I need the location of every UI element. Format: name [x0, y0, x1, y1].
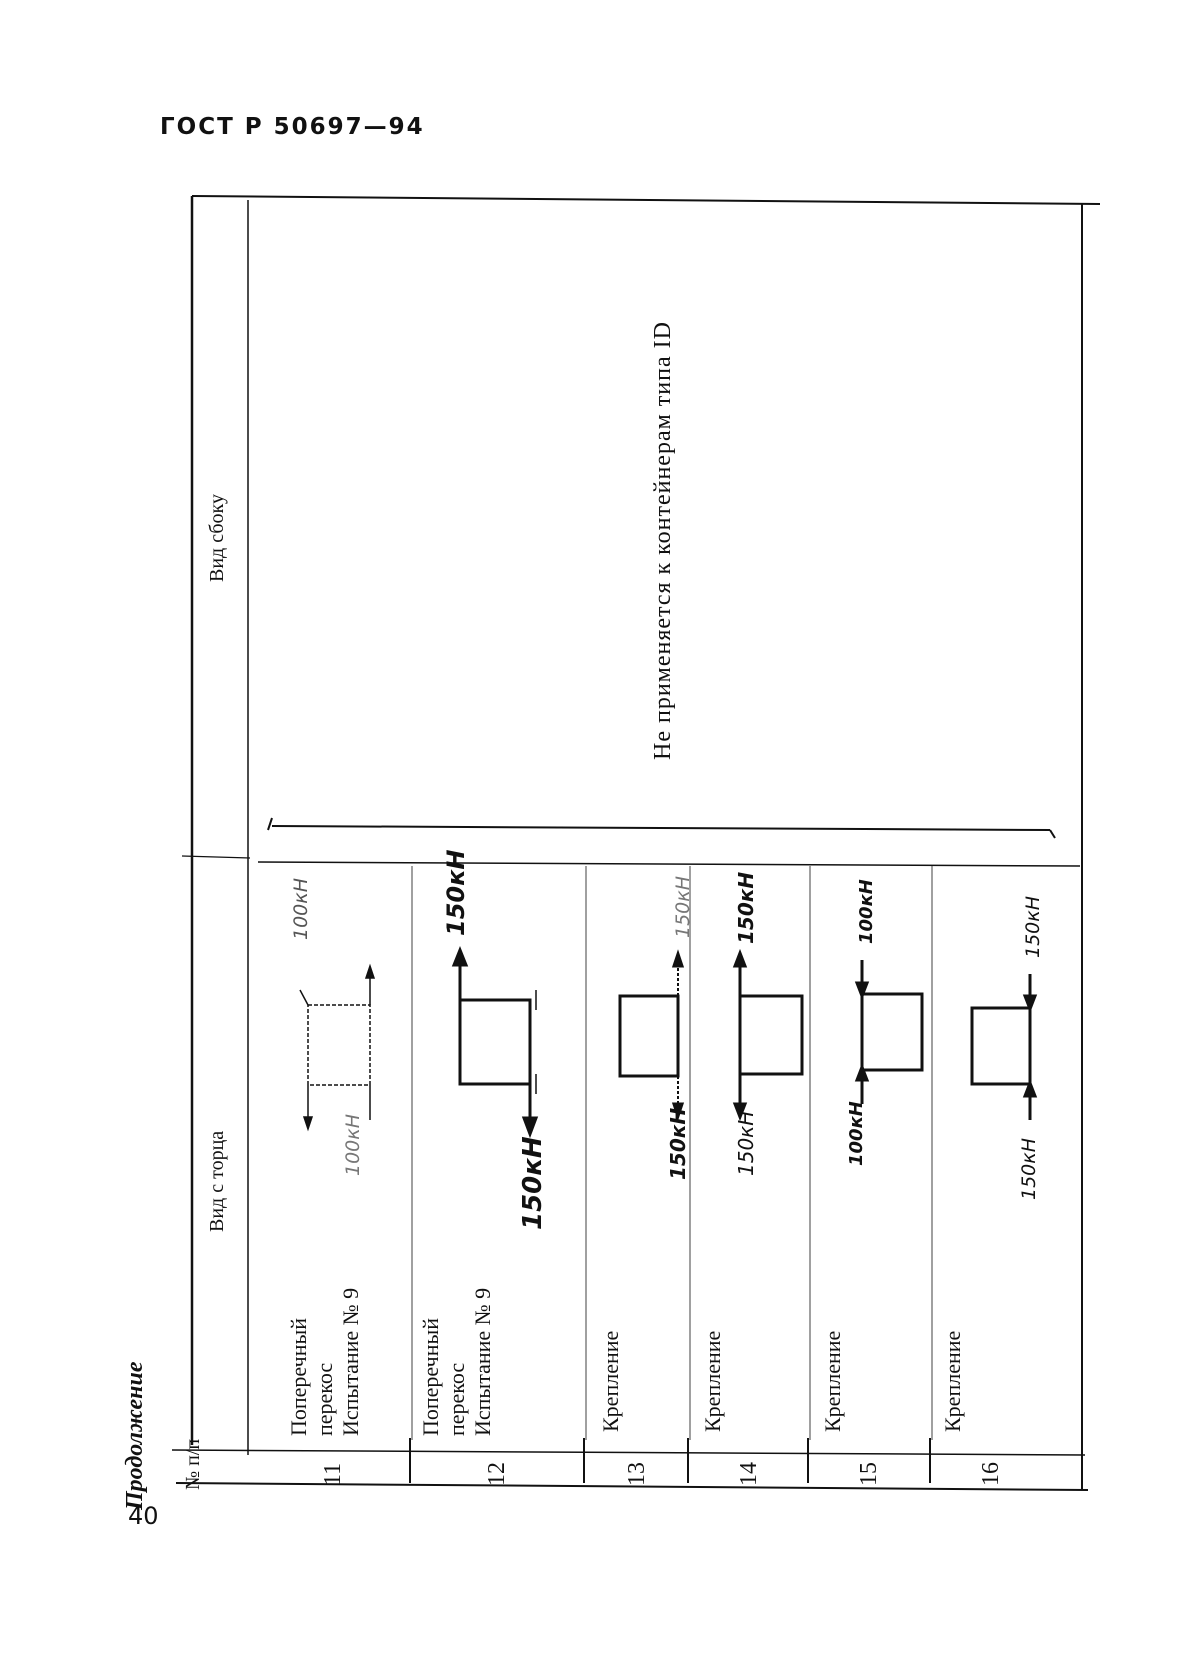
row-description: Крепление — [598, 1330, 623, 1432]
force-label-top: 150кН — [734, 871, 758, 944]
diagram-row-12 — [454, 950, 536, 1134]
row-description: Поперечный перекос Испытание № 9 — [418, 1287, 495, 1436]
header-num: № п/п — [182, 1438, 204, 1490]
row-description: Крепление — [820, 1330, 845, 1432]
diagram-row-16 — [972, 974, 1035, 1120]
diagram-row-11 — [300, 966, 374, 1129]
table-top-border — [192, 196, 1100, 204]
side-view-bracket — [268, 818, 1055, 838]
row-description: Крепление — [700, 1330, 725, 1432]
diagram-row-15 — [857, 960, 922, 1104]
row-num: 13 — [624, 1462, 650, 1486]
force-label-bottom: 150кН — [1018, 1137, 1040, 1200]
continuation-label: Продолжение — [122, 1361, 148, 1510]
header-side-view: Вид сбоку — [206, 494, 228, 582]
row-num: 14 — [736, 1462, 762, 1486]
diagram-row-14 — [735, 953, 802, 1117]
side-view-note: Не применяется к контейнерам типа ID — [650, 321, 676, 760]
force-label-bottom: 100кН — [342, 1113, 364, 1176]
force-label-top: 100кН — [856, 879, 877, 944]
document-header: ГОСТ Р 50697—94 — [160, 114, 425, 140]
row-description: Крепление — [940, 1330, 965, 1432]
force-label-bottom: 150кН — [734, 1110, 758, 1176]
force-label-bottom: 100кН — [846, 1101, 867, 1166]
row-num: 11 — [320, 1462, 346, 1486]
force-label-top: 100кН — [290, 877, 312, 940]
row-num: 12 — [484, 1462, 510, 1486]
force-label-bottom: 150кН — [518, 1136, 548, 1230]
force-label-top: 150кН — [1022, 895, 1044, 958]
num-col-separator — [172, 1450, 1085, 1455]
row-num: 15 — [856, 1462, 882, 1486]
row-num: 16 — [978, 1462, 1004, 1486]
diagram-row-13 — [620, 954, 682, 1116]
force-label-bottom: 150кН — [666, 1107, 690, 1180]
row-description: Поперечный перекос Испытание № 9 — [286, 1287, 363, 1436]
page-number: 40 — [128, 1502, 159, 1530]
force-label-top: 150кН — [672, 875, 694, 938]
force-label-top: 150кН — [442, 849, 470, 936]
header-end-view: Вид с торца — [206, 1130, 228, 1232]
view-divider — [258, 862, 1080, 866]
